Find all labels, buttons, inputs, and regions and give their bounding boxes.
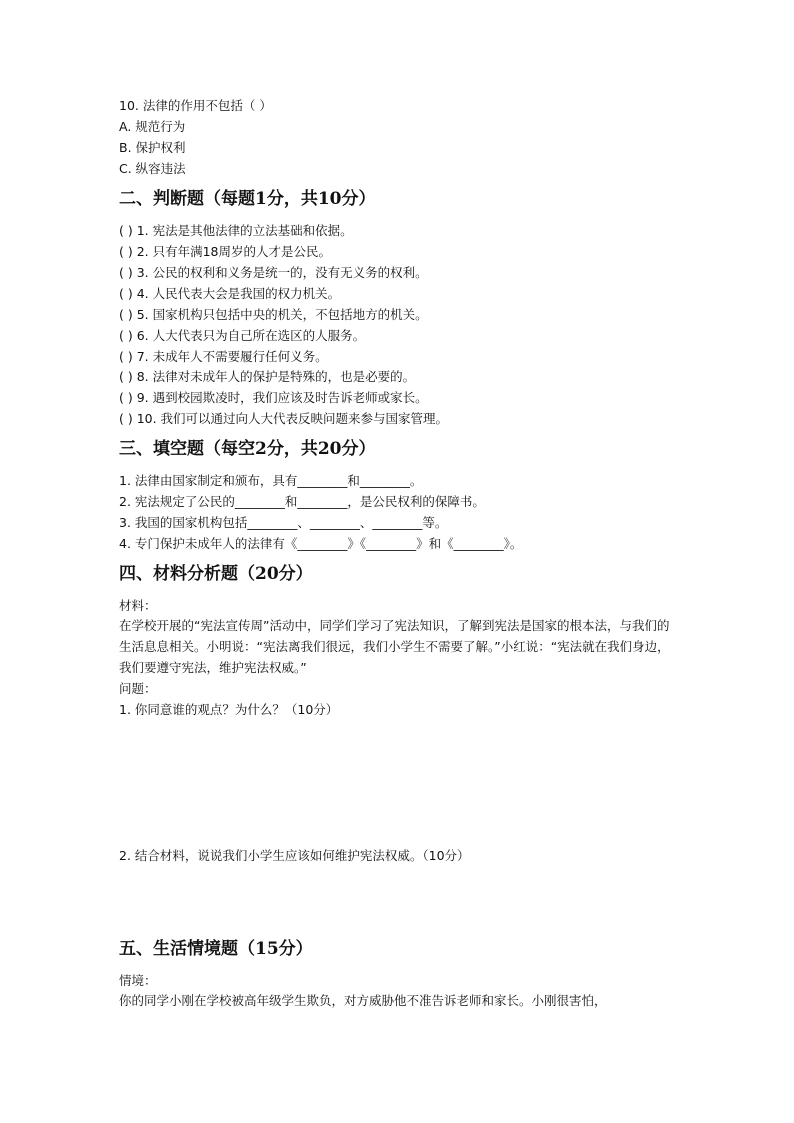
judgment-item: ( ) 3. 公民的权利和义务是统一的，没有无义务的权利。: [119, 265, 428, 280]
questions-label: 问题：: [119, 681, 157, 696]
judgment-item: ( ) 7. 未成年人不需要履行任何义务。: [119, 349, 328, 364]
scenario-label: 情境：: [119, 973, 157, 988]
judgment-item: ( ) 5. 国家机构只包括中央的机关，不包括地方的机关。: [119, 307, 428, 322]
fill-blank-item: 2. 宪法规定了公民的________和________，是公民权利的保障书。: [119, 494, 485, 509]
judgment-item: ( ) 8. 法律对未成年人的保护是特殊的，也是必要的。: [119, 369, 416, 384]
material-text: 在学校开展的“宪法宣传周”活动中，同学们学习了宪法知识，了解到宪法是国家的根本法，与我们的生活息息相关。小明说：“宪法离我们很远，我们小学生不需要了解。”小红说：“宪法就在我们身边，我们要遵守宪法，维护宪法权威。”: [119, 618, 670, 675]
analysis-question-2: 2. 结合材料，说说我们小学生应该如何维护宪法权威。（10分）: [119, 848, 470, 863]
section-4-title: 四、材料分析题（20分）: [119, 564, 313, 584]
section-5-title: 五、生活情境题（15分）: [119, 939, 313, 959]
fill-blank-item: 1. 法律由国家制定和颁布，具有________和________。: [119, 473, 423, 488]
scenario-text: 你的同学小刚在学校被高年级学生欺负，对方威胁他不准告诉老师和家长。小刚很害怕，: [119, 993, 607, 1008]
judgment-item: ( ) 9. 遇到校园欺凌时，我们应该及时告诉老师或家长。: [119, 390, 428, 405]
question-10-option-a: A. 规范行为: [119, 119, 186, 134]
judgment-item: ( ) 10. 我们可以通过向人大代表反映问题来参与国家管理。: [119, 411, 449, 426]
section-2-title: 二、判断题（每题1分，共10分）: [119, 189, 376, 209]
analysis-question-1: 1. 你同意谁的观点？为什么？（10分）: [119, 702, 339, 717]
section-3-title: 三、填空题（每空2分，共20分）: [119, 439, 376, 459]
judgment-item: ( ) 1. 宪法是其他法律的立法基础和依据。: [119, 223, 353, 238]
fill-blank-item: 4. 专门保护未成年人的法律有《________》《________》和《________》。: [119, 536, 523, 551]
question-10-option-c: C. 纵容违法: [119, 161, 186, 176]
question-10-stem: 10. 法律的作用不包括（ ）: [119, 98, 272, 113]
material-label: 材料：: [119, 598, 157, 613]
question-10-option-b: B. 保护权利: [119, 140, 186, 155]
judgment-item: ( ) 4. 人民代表大会是我国的权力机关。: [119, 286, 341, 301]
judgment-item: ( ) 6. 人大代表只为自己所在选区的人服务。: [119, 328, 366, 343]
fill-blank-item: 3. 我国的国家机构包括________、________、________等。: [119, 515, 448, 530]
judgment-item: ( ) 2. 只有年满18周岁的人才是公民。: [119, 244, 332, 259]
